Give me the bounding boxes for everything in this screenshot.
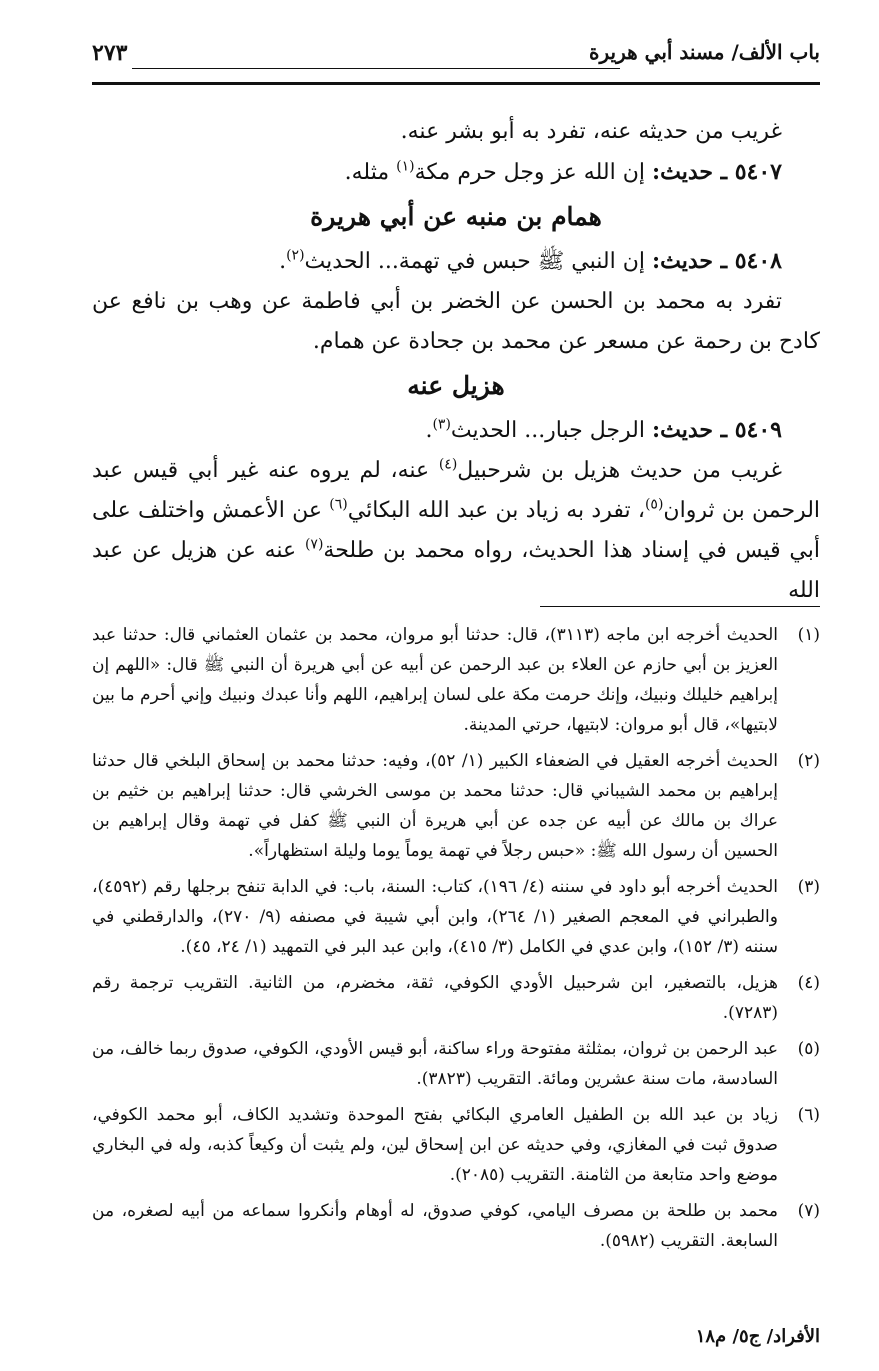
footnote xyxy=(92,1196,820,1256)
main-text xyxy=(92,112,820,611)
footnote-text: هزيل، بالتصغير، ابن شرحبيل الأودي الكوفي، ثقة، مخضرم، من الثانية. التقريب ترجمة رقم (٧٢٨٣). xyxy=(92,973,778,1023)
footnote xyxy=(92,620,820,740)
paragraph-text: عن الأعمش واختلف على أبي قيس في إسناد هذا الحديث، رواه محمد بن طلحة xyxy=(92,498,821,563)
hadith-text: إن الله عز وجل حرم مكة xyxy=(414,160,645,185)
hadith-tail: مثله. xyxy=(344,160,390,185)
footnote-number: (٥) xyxy=(797,1039,820,1059)
footnote-ref[interactable]: (٤) xyxy=(438,456,458,473)
hadith-5409 xyxy=(92,410,820,451)
footnote-number: (٣) xyxy=(797,877,820,897)
hadith-number: ٥٤٠٩ ـ حديث: xyxy=(651,417,782,443)
footnote-text: محمد بن طلحة بن مصرف اليامي، كوفي صدوق، له أوهام وأنكروا سماعه من أبيه لصغره، من السابعة. التقريب (٥٩٨٢). xyxy=(92,1201,778,1251)
footnote-ref[interactable]: (٦) xyxy=(329,496,348,513)
footnote-ref[interactable]: (١) xyxy=(396,158,415,175)
footnote-text: الحديث أخرجه ابن ماجه (٣١١٣)، قال: حدثنا أبو مروان، محمد بن عثمان العثماني قال: حدثنا عبد العزيز بن أبي حازم عن العلاء بن عبد الرحمن عن أبيه عن أبي هريرة أن النبي ﷺ قال: «اللهم إن إبراهيم خليلك ونبيك، وإنك حرمت مكة على لسان إبراهيم، اللهم وأنا عبدك ونبيك وإني أحرم ما بين لابتيها»، قال أبو مروان: لابتيها، حرتي المدينة. xyxy=(92,625,778,735)
footnote-number: (٧) xyxy=(797,1201,820,1221)
footnote-number: (٤) xyxy=(797,973,820,993)
footnotes xyxy=(92,620,820,1262)
paragraph-text: غريب من حديث هزيل بن شرحبيل xyxy=(457,458,782,483)
footnote-number: (٢) xyxy=(797,751,820,771)
paragraph-text: غريب من حديثه عنه، تفرد به أبو بشر عنه. xyxy=(400,119,782,144)
running-header xyxy=(92,40,820,74)
paragraph xyxy=(92,451,820,611)
paragraph-text: عنه، لم يروه عنه غير أبي قيس عبد الرحمن بن ثروان xyxy=(92,458,821,523)
hadith-number: ٥٤٠٨ ـ حديث: xyxy=(651,248,782,274)
paragraph-text: عنه عن هزيل عن عبد الله xyxy=(92,538,820,603)
printer-signature: الأفراد/ ج٥/ م١٨ xyxy=(695,1326,820,1347)
footnote xyxy=(92,1100,820,1190)
hadith-tail: . xyxy=(279,249,287,274)
section-heading: هزيل عنه xyxy=(407,371,505,400)
section-heading: همام بن منبه عن أبي هريرة xyxy=(310,202,602,231)
footnote xyxy=(92,968,820,1028)
hadith-text: إن النبي ﷺ حبس في تهمة... الحديث xyxy=(304,249,645,274)
page-number: ٢٧٣ xyxy=(92,40,128,66)
paragraph-text: ، تفرد به زياد بن عبد الله البكائي xyxy=(347,498,645,523)
header-title: باب الألف/ مسند أبي هريرة xyxy=(589,40,820,64)
header-divider xyxy=(92,82,820,85)
footnote-text: عبد الرحمن بن ثروان، بمثلثة مفتوحة وراء ساكنة، أبو قيس الأودي، الكوفي، صدوق ربما خالف، من السادسة، مات سنة عشرين ومائة. التقريب (٣٨٢٣). xyxy=(92,1039,778,1089)
footnote-ref[interactable]: (٣) xyxy=(432,416,451,433)
hadith-number: ٥٤٠٧ ـ حديث: xyxy=(651,159,782,185)
footnote-ref[interactable]: (٧) xyxy=(304,536,324,553)
footnote-ref[interactable]: (٢) xyxy=(286,247,305,264)
footnote-number: (١) xyxy=(797,625,820,645)
hadith-5407 xyxy=(92,152,820,193)
paragraph xyxy=(92,282,820,362)
footnote xyxy=(92,872,820,962)
hadith-text: الرجل جبار... الحديث xyxy=(450,418,645,443)
footnote-ref[interactable]: (٥) xyxy=(644,496,664,513)
footnote-text: زياد بن عبد الله بن الطفيل العامري البكائي بفتح الموحدة وتشديد الكاف، أبو محمد الكوفي، صدوق ثبت في المغازي، وفي حديثه عن ابن إسحاق لين، ولم يثبت أن وكيعاً كذبه، وله في البخاري موضع واحد متابعة من الثامنة. التقريب (٢٠٨٥). xyxy=(92,1105,778,1185)
footnote-text: الحديث أخرجه العقيل في الضعفاء الكبير (١/ ٥٢)، وفيه: حدثنا محمد بن إسحاق البلخي قال حدثنا إبراهيم بن محمد الشيباني قال: حدثنا محمد بن موسى الخرشي قال: حدثنا إبراهيم بن خثيم بن عراك بن مالك عن أبيه عن جده عن أبي هريرة أن النبي ﷺ كفل في تهمة وقال إبراهيم بن الحسين أن رسول الله ﷺ: «حبس رجلاً في تهمة يوماً يوما وليلة استظهاراً». xyxy=(92,751,778,861)
footnote-separator xyxy=(540,606,820,607)
footnote-number: (٦) xyxy=(797,1105,820,1125)
footnote-text: الحديث أخرجه أبو داود في سننه (٤/ ١٩٦)، كتاب: السنة، باب: في الدابة تنفح برجلها رقم (٤٥٩٢)، والطبراني في المعجم الصغير (١/ ٢٦٤)، وابن أبي شيبة في مصنفه (٩/ ٢٧٠)، والدارقطني في سننه (٣/ ١٥٢)، وابن عدي في الكامل (٣/ ٤١٥)، وابن عبد البر في التمهيد (١/ ٢٤، ٤٥). xyxy=(92,877,778,957)
paragraph xyxy=(92,112,820,152)
footnote xyxy=(92,746,820,866)
hadith-tail: . xyxy=(425,418,433,443)
header-rule xyxy=(132,68,620,69)
footnote xyxy=(92,1034,820,1094)
hadith-5408 xyxy=(92,241,820,282)
paragraph-text: تفرد به محمد بن الحسن عن الخضر بن أبي فاطمة عن وهب بن نافع عن كادح بن رحمة عن مسعر عن محمد بن جحادة عن همام. xyxy=(92,289,820,354)
